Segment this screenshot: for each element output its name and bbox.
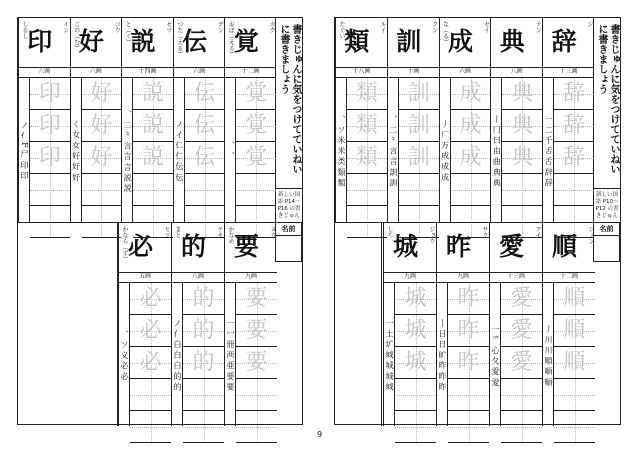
trace-character: 印 xyxy=(38,113,61,138)
kanji-character: 城 xyxy=(392,232,418,261)
trace-character: 成 xyxy=(459,81,482,106)
stroke-order: 丿 厂 万 成 成 成 xyxy=(440,77,451,222)
tracing-box[interactable] xyxy=(236,78,276,110)
tracing-box[interactable] xyxy=(395,283,436,315)
stroke-order: ノ 亻 白 白 白 的 的 xyxy=(172,282,183,426)
tracing-box[interactable] xyxy=(185,78,225,110)
stroke-order: 一 土 圹 城 城 城 城 xyxy=(384,282,395,426)
on-reading: アイ xyxy=(534,226,541,238)
kanji-column xyxy=(121,18,173,222)
writing-box[interactable] xyxy=(183,379,224,411)
kanji-character: 必 xyxy=(127,232,153,261)
kanji-column xyxy=(118,223,171,426)
trace-character: 好 xyxy=(90,113,113,138)
trace-character: 伝 xyxy=(193,81,216,106)
writing-box[interactable] xyxy=(451,174,491,206)
writing-box[interactable] xyxy=(185,174,225,206)
left-top-row xyxy=(18,18,276,222)
tracing-box[interactable] xyxy=(30,78,70,110)
instruction-text: 書きじゅんに気をつけてていねいに書きましょう xyxy=(596,24,619,174)
stroke-count: 八画 xyxy=(491,67,542,78)
trace-character: 説 xyxy=(142,145,165,170)
trace-character: 必 xyxy=(139,318,162,343)
trace-character: 城 xyxy=(404,286,427,311)
stroke-order: 一 二 千 舌 舌 辞 辞 xyxy=(543,77,554,222)
tracing-box[interactable] xyxy=(133,110,173,142)
trace-character: 昨 xyxy=(457,350,480,375)
trace-character: 必 xyxy=(139,286,162,311)
tracing-box[interactable] xyxy=(451,110,491,142)
tracing-box[interactable] xyxy=(395,315,436,347)
kun-reading: かなめ xyxy=(227,226,234,244)
tracing-box[interactable] xyxy=(501,283,542,315)
kanji-character: 覚 xyxy=(233,27,259,56)
stroke-order: く 女 女 好 好 好 xyxy=(71,77,82,222)
name-box[interactable] xyxy=(275,222,302,262)
tracing-box[interactable] xyxy=(502,142,542,174)
stroke-order: 丨 日 日 旷 昨 昨 昨 xyxy=(437,282,448,426)
kanji-column xyxy=(489,223,542,426)
on-reading: イン xyxy=(61,21,69,33)
trace-character: 順 xyxy=(563,286,586,311)
kanji-header xyxy=(174,18,225,68)
on-reading: セイ xyxy=(482,21,490,33)
stroke-count: 六画 xyxy=(71,67,122,78)
trace-character: 覚 xyxy=(245,113,268,138)
trace-character: 要 xyxy=(245,286,268,311)
kanji-header xyxy=(437,223,489,273)
trace-character: 典 xyxy=(511,145,534,170)
kanji-header xyxy=(172,223,224,273)
kanji-header xyxy=(543,18,594,68)
right-top-row xyxy=(335,18,594,222)
writing-box[interactable] xyxy=(501,379,542,411)
kun-reading: かなら（ず） xyxy=(121,226,128,262)
kanji-column xyxy=(542,18,594,222)
kanji-header xyxy=(119,223,171,273)
kanji-character: 愛 xyxy=(498,232,524,261)
trace-character: 順 xyxy=(563,318,586,343)
stroke-count: 十八画 xyxy=(336,67,387,78)
kanji-column xyxy=(171,223,224,426)
kanji-column xyxy=(439,18,491,222)
tracing-box[interactable] xyxy=(185,110,225,142)
textbook-credit: 新しい国語 P14〜P16 の書きじゅん xyxy=(276,188,302,220)
kanji-header xyxy=(384,223,436,273)
on-reading: セツ xyxy=(164,21,172,33)
stroke-count: 六画 xyxy=(440,67,491,78)
trace-character: 辞 xyxy=(563,145,586,170)
tracing-box[interactable] xyxy=(236,110,276,142)
trace-character: 的 xyxy=(192,286,215,311)
tracing-box[interactable] xyxy=(451,142,491,174)
kanji-column xyxy=(387,18,439,222)
writing-box[interactable] xyxy=(554,174,594,206)
kanji-character: 昨 xyxy=(445,232,471,261)
tracing-box[interactable] xyxy=(399,110,439,142)
tracing-box[interactable] xyxy=(236,283,277,315)
tracing-box[interactable] xyxy=(451,78,491,110)
stroke-count: 八画 xyxy=(172,272,224,283)
stroke-order: 、 二 ⺀ 言 言 訓 訓 xyxy=(388,77,399,222)
left-worksheet xyxy=(17,17,303,425)
kanji-character: 要 xyxy=(233,232,259,261)
stroke-order: ノ イ 仁 仁 伝 伝 xyxy=(174,77,185,222)
tracing-box[interactable] xyxy=(347,78,387,110)
trace-character: 愛 xyxy=(510,350,533,375)
stroke-count: 十二画 xyxy=(543,272,595,283)
tracing-box[interactable] xyxy=(448,315,489,347)
instruction-text: 書きじゅんに気をつけてていねいに書きましょう xyxy=(278,24,301,174)
on-reading: ジ xyxy=(586,21,593,27)
kanji-character: 順 xyxy=(551,232,577,261)
name-label: 名前 xyxy=(276,223,301,236)
kun-reading: な（る） xyxy=(441,21,449,45)
kanji-character: 訓 xyxy=(396,27,422,56)
on-reading: ジュン xyxy=(587,226,594,244)
tracing-box[interactable] xyxy=(554,315,595,347)
kanji-header xyxy=(225,223,277,273)
kanji-column xyxy=(436,223,489,426)
stroke-count: 九画 xyxy=(225,272,277,283)
stroke-order: 、 ソ 义 必 必 xyxy=(119,282,130,426)
kanji-character: 説 xyxy=(130,27,156,56)
kanji-header xyxy=(491,18,542,68)
left-blank-area xyxy=(18,222,117,426)
kun-reading: おぼ（える） xyxy=(227,21,235,57)
tracing-box[interactable] xyxy=(30,110,70,142)
on-reading: クン xyxy=(430,21,438,33)
tracing-box[interactable] xyxy=(183,347,224,379)
right-blank-area xyxy=(335,222,381,426)
tracing-box[interactable] xyxy=(183,283,224,315)
trace-character: 印 xyxy=(38,145,61,170)
on-reading: ジョウ xyxy=(428,226,435,244)
writing-box[interactable] xyxy=(236,174,276,206)
instruction-column xyxy=(275,18,302,222)
trace-character: 順 xyxy=(563,350,586,375)
trace-character: 伝 xyxy=(193,113,216,138)
kanji-header xyxy=(336,18,387,68)
tracing-box[interactable] xyxy=(347,142,387,174)
tracing-box[interactable] xyxy=(236,142,276,174)
tracing-box[interactable] xyxy=(501,315,542,347)
on-reading: サク xyxy=(481,226,488,238)
kun-reading: まと xyxy=(174,226,181,238)
tracing-box[interactable] xyxy=(554,110,594,142)
kun-reading: と（く） xyxy=(124,21,132,45)
trace-character: 典 xyxy=(511,113,534,138)
tracing-box[interactable] xyxy=(185,142,225,174)
stroke-count: 五画 xyxy=(119,272,171,283)
writing-box[interactable] xyxy=(236,379,277,411)
on-reading: カク xyxy=(268,21,275,33)
trace-character: 辞 xyxy=(563,113,586,138)
kanji-header xyxy=(225,18,276,68)
kanji-character: 典 xyxy=(499,27,525,56)
kun-reading: この（む） xyxy=(72,21,80,51)
tracing-box[interactable] xyxy=(130,315,171,347)
trace-character: 典 xyxy=(511,81,534,106)
kanji-character: 類 xyxy=(344,27,370,56)
tracing-box[interactable] xyxy=(347,110,387,142)
kanji-column xyxy=(70,18,122,222)
tracing-box[interactable] xyxy=(501,347,542,379)
trace-character: 伝 xyxy=(193,145,216,170)
writing-box[interactable] xyxy=(30,174,70,206)
kanji-character: 印 xyxy=(27,27,53,56)
kanji-column xyxy=(18,18,70,222)
stroke-count: 十三画 xyxy=(543,67,594,78)
tracing-box[interactable] xyxy=(502,78,542,110)
kanji-header xyxy=(71,18,122,68)
writing-box[interactable] xyxy=(448,379,489,411)
trace-character: 好 xyxy=(90,145,113,170)
tracing-box[interactable] xyxy=(82,142,122,174)
right-bottom-row xyxy=(381,222,595,426)
trace-character: 訓 xyxy=(407,81,430,106)
kanji-character: 辞 xyxy=(551,27,577,56)
tracing-box[interactable] xyxy=(554,347,595,379)
kun-reading: しるし xyxy=(21,21,29,39)
stroke-count: 十四画 xyxy=(122,67,173,78)
stroke-order: 丿 川 川 順 順 順 xyxy=(543,282,554,426)
stroke-order: 、 ソ 米 米 类 類 類 xyxy=(336,77,347,222)
writing-box[interactable] xyxy=(554,379,595,411)
writing-box[interactable] xyxy=(130,379,171,411)
trace-character: 類 xyxy=(355,113,378,138)
writing-box[interactable] xyxy=(347,174,387,206)
tracing-box[interactable] xyxy=(130,347,171,379)
kun-reading: たぐい xyxy=(338,21,346,39)
kun-reading: しろ xyxy=(386,226,393,238)
tracing-box[interactable] xyxy=(82,78,122,110)
writing-box[interactable] xyxy=(82,174,122,206)
trace-character: 的 xyxy=(192,350,215,375)
tracing-box[interactable] xyxy=(554,283,595,315)
tracing-box[interactable] xyxy=(133,78,173,110)
kanji-character: 成 xyxy=(448,27,474,56)
kanji-character: 好 xyxy=(78,27,104,56)
trace-character: 成 xyxy=(459,113,482,138)
stroke-order: 一 爫 心 夂 愛 愛 xyxy=(490,282,501,426)
writing-box[interactable] xyxy=(133,174,173,206)
tracing-box[interactable] xyxy=(448,347,489,379)
trace-character: 愛 xyxy=(510,286,533,311)
trace-character: 好 xyxy=(90,81,113,106)
trace-character: 覚 xyxy=(245,81,268,106)
trace-character: 必 xyxy=(139,350,162,375)
trace-character: 訓 xyxy=(407,145,430,170)
tracing-box[interactable] xyxy=(399,142,439,174)
stroke-order: ノ 亻 F 尸 印 印 xyxy=(19,77,30,222)
stroke-order: 、 二 ⺀ 言 言 言 説 説 xyxy=(122,77,133,222)
tracing-box[interactable] xyxy=(183,315,224,347)
kanji-column xyxy=(490,18,542,222)
name-label: 名前 xyxy=(594,223,619,236)
stroke-count: 十三画 xyxy=(490,272,542,283)
on-reading: テキ xyxy=(216,226,223,238)
stroke-count: 十画 xyxy=(388,67,439,78)
trace-character: 要 xyxy=(245,350,268,375)
stroke-count: 六画 xyxy=(19,67,70,78)
trace-character: 昨 xyxy=(457,286,480,311)
tracing-box[interactable] xyxy=(502,110,542,142)
tracing-box[interactable] xyxy=(236,315,277,347)
tracing-box[interactable] xyxy=(30,142,70,174)
stroke-count: 九画 xyxy=(437,272,489,283)
trace-character: 城 xyxy=(404,350,427,375)
stroke-count: 六画 xyxy=(174,67,225,78)
kanji-header xyxy=(122,18,173,68)
stroke-count: 十二画 xyxy=(225,67,276,78)
trace-character: 要 xyxy=(245,318,268,343)
trace-character: 訓 xyxy=(407,113,430,138)
kanji-column xyxy=(383,223,436,426)
tracing-box[interactable] xyxy=(448,283,489,315)
kanji-header xyxy=(19,18,70,68)
kanji-header xyxy=(543,223,595,273)
right-worksheet xyxy=(334,17,621,425)
name-box[interactable] xyxy=(593,222,620,262)
on-reading: ルイ xyxy=(378,21,386,33)
kanji-column xyxy=(542,223,595,426)
tracing-box[interactable] xyxy=(399,78,439,110)
on-reading: デン xyxy=(216,21,224,33)
trace-character: 昨 xyxy=(457,318,480,343)
trace-character: 愛 xyxy=(510,318,533,343)
kanji-header xyxy=(490,223,542,273)
trace-character: 成 xyxy=(459,145,482,170)
kanji-column xyxy=(335,18,387,222)
kanji-header xyxy=(440,18,491,68)
on-reading: テン xyxy=(534,21,542,33)
kanji-column xyxy=(224,18,276,222)
writing-box[interactable] xyxy=(395,379,436,411)
tracing-box[interactable] xyxy=(554,78,594,110)
stroke-order: 丨 冂 曰 由 曲 典 典 xyxy=(491,77,502,222)
page-number: 9 xyxy=(316,430,323,439)
tracing-box[interactable] xyxy=(554,142,594,174)
kanji-character: 的 xyxy=(180,232,206,261)
kun-reading: つた（える） xyxy=(175,21,183,57)
stroke-order: 一 冖 冊 襾 亜 要 要 xyxy=(225,282,236,426)
kanji-character: 伝 xyxy=(182,27,208,56)
trace-character: 類 xyxy=(355,145,378,170)
kanji-column xyxy=(173,18,225,222)
trace-character: 城 xyxy=(404,318,427,343)
trace-character: 的 xyxy=(192,318,215,343)
stroke-count: 九画 xyxy=(384,272,436,283)
trace-character: 類 xyxy=(355,81,378,106)
textbook-credit: 新しい国語 P10〜P12 の書きじゅん xyxy=(594,188,620,220)
trace-character: 説 xyxy=(142,81,165,106)
trace-character: 辞 xyxy=(563,81,586,106)
instruction-column xyxy=(593,18,620,222)
left-bottom-row xyxy=(117,222,277,426)
writing-box[interactable] xyxy=(502,174,542,206)
kanji-column xyxy=(224,223,277,426)
tracing-box[interactable] xyxy=(395,347,436,379)
stroke-order: 、 、 xyxy=(225,77,236,222)
trace-character: 覚 xyxy=(245,145,268,170)
trace-character: 説 xyxy=(142,113,165,138)
tracing-box[interactable] xyxy=(133,142,173,174)
on-reading: ヨウ xyxy=(269,226,276,238)
tracing-box[interactable] xyxy=(82,110,122,142)
on-reading: ヒツ xyxy=(163,226,170,238)
tracing-box[interactable] xyxy=(130,283,171,315)
trace-character: 印 xyxy=(38,81,61,106)
writing-box[interactable] xyxy=(399,174,439,206)
on-reading: コウ xyxy=(113,21,121,33)
kanji-header xyxy=(388,18,439,68)
tracing-box[interactable] xyxy=(236,347,277,379)
